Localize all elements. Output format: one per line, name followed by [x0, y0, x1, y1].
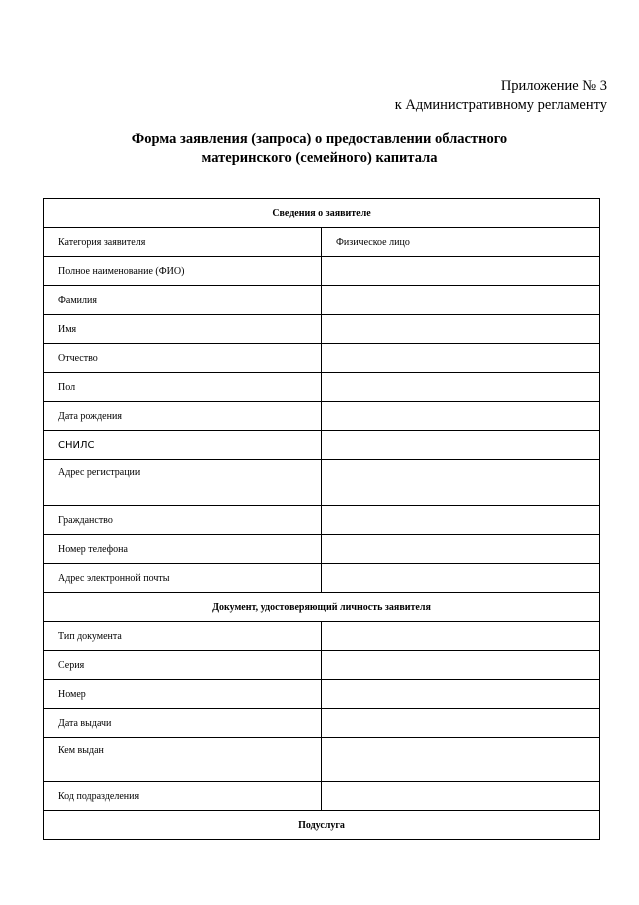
table-row [44, 373, 600, 402]
birth-date-field[interactable] [322, 402, 600, 431]
department-code-field[interactable] [322, 782, 600, 811]
document-number-field[interactable] [322, 680, 600, 709]
document-type-field[interactable] [322, 622, 600, 651]
field-label: Имя [44, 315, 322, 344]
field-label: Адрес регистрации [44, 460, 322, 506]
table-row [44, 286, 600, 315]
appendix-header [395, 77, 607, 115]
section-header-row [44, 811, 600, 840]
table-row [44, 315, 600, 344]
table-row [44, 782, 600, 811]
field-label: Код подразделения [44, 782, 322, 811]
appendix-reference: к Административному регламенту [394, 97, 607, 113]
issue-date-field[interactable] [322, 709, 600, 738]
table-row [44, 460, 600, 506]
table-row [44, 680, 600, 709]
field-label: Дата рождения [44, 402, 322, 431]
full-name-field[interactable] [322, 257, 600, 286]
table-row [44, 431, 600, 460]
table-row [44, 564, 600, 593]
field-label: Номер телефона [44, 535, 322, 564]
application-form-table [43, 198, 600, 840]
field-label: Номер [44, 680, 322, 709]
table-row [44, 344, 600, 373]
applicant-category-value[interactable]: Физическое лицо [322, 228, 600, 257]
section-header-row [44, 199, 600, 228]
form-title-line-2: материнского (семейного) капитала [201, 150, 438, 166]
table-row [44, 257, 600, 286]
document-series-field[interactable] [322, 651, 600, 680]
section-identity-document: Документ, удостоверяющий личность заявителя [44, 593, 600, 622]
section-subservice: Подуслуга [44, 811, 600, 840]
table-row [44, 709, 600, 738]
section-applicant-info: Сведения о заявителе [44, 199, 600, 228]
registration-address-field[interactable] [322, 460, 600, 506]
last-name-field[interactable] [322, 286, 600, 315]
field-label: Серия [44, 651, 322, 680]
issued-by-field[interactable] [322, 738, 600, 782]
first-name-field[interactable] [322, 315, 600, 344]
patronymic-field[interactable] [322, 344, 600, 373]
field-label: Дата выдачи [44, 709, 322, 738]
table-row [44, 651, 600, 680]
citizenship-field[interactable] [322, 506, 600, 535]
snils-field[interactable] [322, 431, 600, 460]
field-label: Адрес электронной почты [44, 564, 322, 593]
section-header-row [44, 593, 600, 622]
field-label: Фамилия [44, 286, 322, 315]
field-label: Тип документа [44, 622, 322, 651]
appendix-number: Приложение № 3 [500, 78, 607, 94]
field-label: Кем выдан [44, 738, 322, 782]
field-label: Категория заявителя [44, 228, 322, 257]
form-title-line-1: Форма заявления (запроса) о предоставлении областного [131, 131, 508, 147]
table-row [44, 402, 600, 431]
field-label: Гражданство [44, 506, 322, 535]
table-row [44, 738, 600, 782]
phone-field[interactable] [322, 535, 600, 564]
field-label: Пол [44, 373, 322, 402]
table-row [44, 622, 600, 651]
table-row [44, 228, 600, 257]
table-row [44, 506, 600, 535]
table-row [44, 535, 600, 564]
field-label: Полное наименование (ФИО) [44, 257, 322, 286]
gender-field[interactable] [322, 373, 600, 402]
field-label: СНИЛС [44, 431, 322, 460]
email-field[interactable] [322, 564, 600, 593]
field-label: Отчество [44, 344, 322, 373]
form-title [0, 130, 639, 168]
